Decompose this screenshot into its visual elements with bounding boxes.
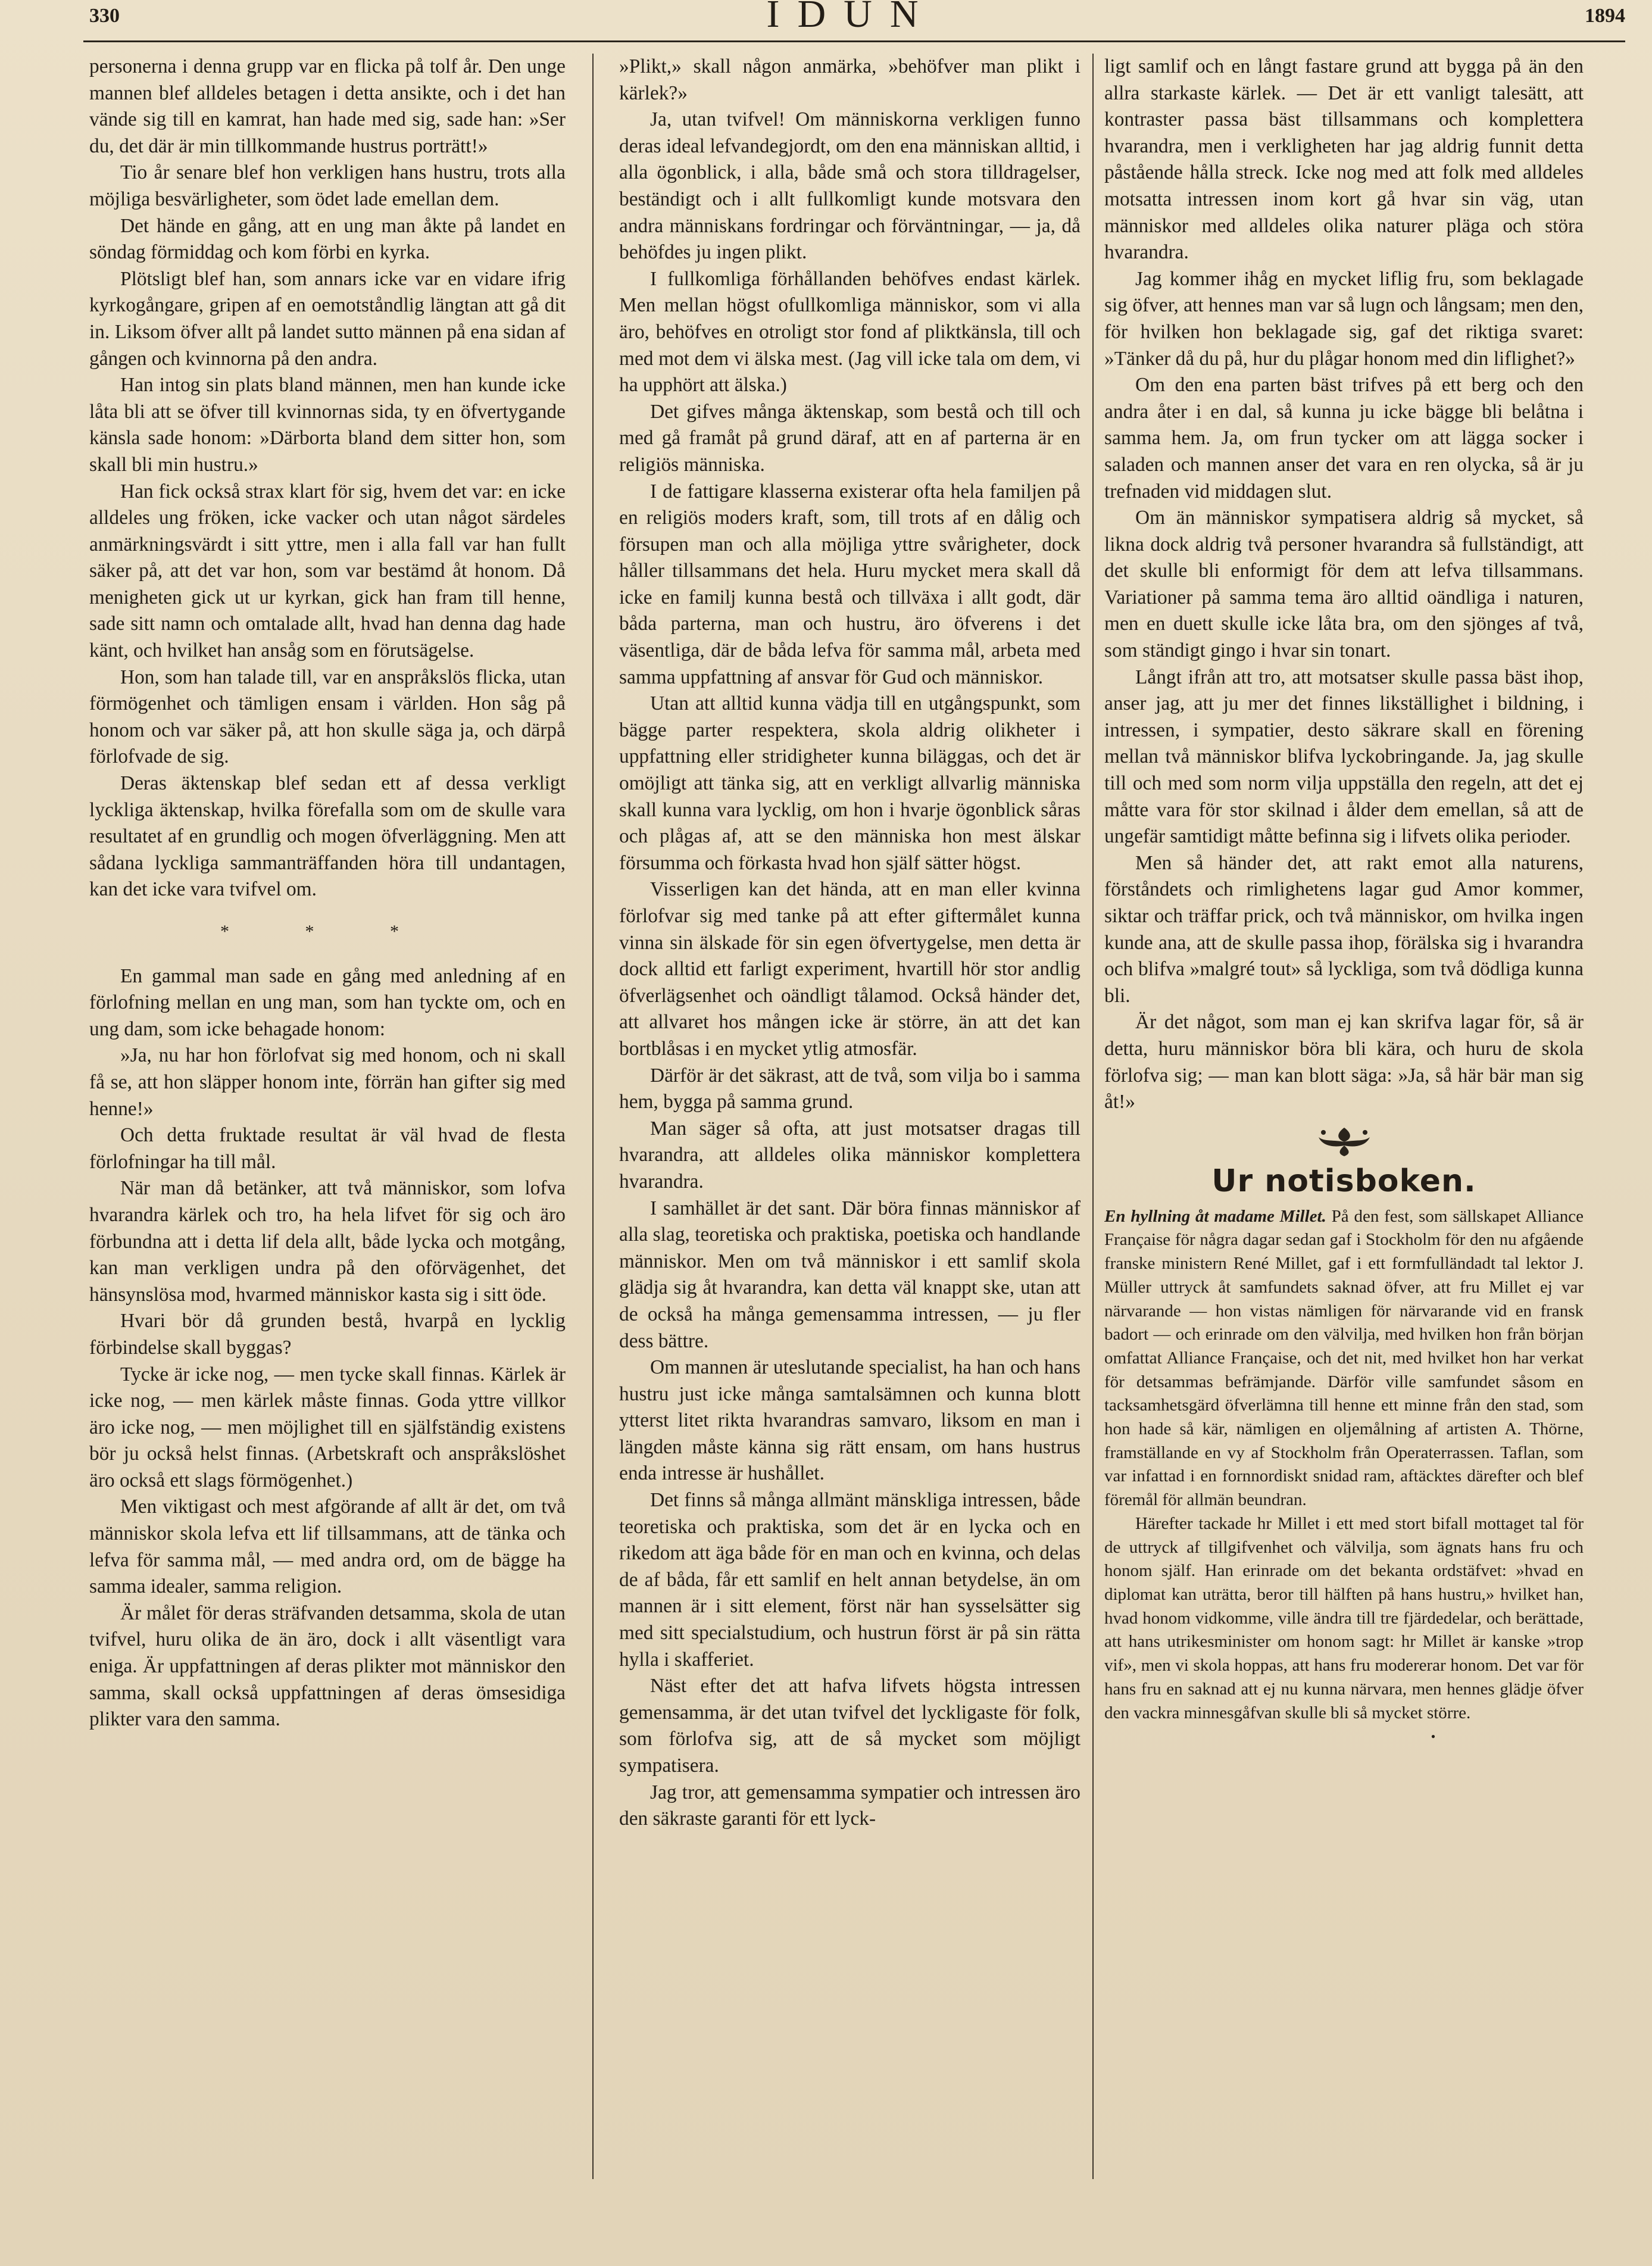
paragraph: När man då betänker, att två människor, som lofva hvarandra kärlek och tro, ha hela lifvet för sig och äro förbundna att i detta lif dela allt, både lycka och motgång, kan man verkligen undra på den oförvägenhet, det hänsynslösa mod, hvarmed människor kasta sig i sitt öde. — [89, 1177, 566, 1306]
paragraph: Visserligen kan det hända, att en man eller kvinna förlofvar sig med tanke på att efter giftermålet kunna vinna sin älskade för sin egen öfvertygelse, men detta är dock alltid ett farligt experiment, hvartill hör stor andlig öfverlägsenhet och oändligt tålamod. Också händer det, att allvaret hos mången icke är större, än att det kan bortblåsas i en mycket ytlig atmosfär. — [619, 878, 1080, 1060]
paragraph: Är målet för deras sträfvanden detsamma, skola de utan tvifvel, huru olika de än äro, dock i allt väsentligt vara eniga. Är uppfattningen af deras plikter mot människor den samma, skall också uppfattningen af deras ömsesidiga plikter vara den samma. — [89, 1602, 566, 1731]
paragraph: I fullkomliga förhållanden behöfves endast kärlek. Men mellan högst ofullkomliga människor, som vi alla äro, behöfves en otroligt stor fond af pliktkänsla, till och med mot dem vi älska mest. (Jag vill icke tala om dem, vi ha upphört att älska.) — [619, 267, 1080, 397]
paragraph: »Plikt,» skall någon anmärka, »behöfver man plikt i kärlek?» — [619, 55, 1080, 104]
paragraph: Tio år senare blef hon verkligen hans hustru, trots alla möjliga besvärligheter, som ödet lade emellan dem. — [89, 161, 566, 210]
paragraph: I de fattigare klasserna existerar ofta hela familjen på en religiös moders kraft, som, till trots af en dålig och försupen man och alla möjliga yttre svårigheter, dock håller tillsammans det hela. Huru mycket mera skall då icke en familj kunna bestå och tillväxa i allt godt, där båda parterna, man och hustru, äro öfverens i det väsentliga, där de båda lefva för samma mål, arbeta med samma uppfattning af ansvar för Gud och människor. — [619, 480, 1080, 688]
paragraph: Det hände en gång, att en ung man åkte på landet en söndag förmiddag och kom förbi en kyrka. — [89, 214, 566, 264]
paragraph: Och detta fruktade resultat är väl hvad de flesta förlofningar ha till mål. — [89, 1124, 566, 1173]
ornament-icon — [1104, 1124, 1584, 1160]
paragraph: Är det något, som man ej kan skrifva lagar för, så är detta, huru människor böra bli kära, och huru de skola förlofva sig; — man kan blott säga: »Ja, så här bär man sig åt!» — [1104, 1011, 1584, 1113]
paragraph: Om mannen är uteslutande specialist, ha han och hans hustru just icke många samtalsämnen och kunna blott ytterst litet rikta hvarandras samvaro, liksom en man i längden måste känna sig rätt ensam, om hans hustrus enda intresse är hushållet. — [619, 1356, 1080, 1485]
page-number: 330 — [89, 5, 120, 27]
paragraph: Jag tror, att gemensamma sympatier och intressen äro den säkraste garanti för ett lyck- — [619, 1781, 1080, 1830]
paragraph: Deras äktenskap blef sedan ett af dessa verkligt lyckliga äktenskap, hvilka förefalla som om de skulle vara resultatet af en grundlig och mogen öfverläggning. Men att sådana lyckliga sammanträffanden höra till undantagen, kan det icke vara tvifvel om. — [89, 772, 566, 901]
paragraph: Hvari bör då grunden bestå, hvarpå en lycklig förbindelse skall byggas? — [89, 1310, 566, 1359]
paragraph: ligt samlif och en långt fastare grund att bygga på än den allra starkaste kärlek. — Det är ett vanligt talesätt, att kontraster passa bäst tillsammans och komplettera hvarandra, men i verkligheten har jag aldrig funnit detta påstående hålla streck. Icke nog med att folk med alldeles motsatta intressen inom kort gå hvar sin väg, utan människor med alldeles olika naturer pläga och störa hvarandra. — [1104, 55, 1584, 264]
paragraph: personerna i denna grupp var en flicka på tolf år. Den unge mannen blef alldeles betagen i detta ansikte, och i det han vände sig till en kamrat, han hade med sig, sade han: »Ser du, det där är min tillkommande hustrus porträtt!» — [89, 55, 566, 157]
paragraph: Jag kommer ihåg en mycket liflig fru, som beklagade sig öfver, att hennes man var så lugn och långsam; men den, för hvilken hon beklagade sig, gaf det riktiga svaret: »Tänker då du på, hur du plågar honom med din liflighet?» — [1104, 267, 1584, 370]
paragraph: Det finns så många allmänt mänskliga intressen, både teoretiska och praktiska, som det är en lycka och en rikedom att äga både för en man och en kvinna, och delas de af båda, får ett samlif en helt annan betydelse, än om mannen är i sitt element, först när han sysselsätter sig med sitt specialstudium, och hustrun först är på sin rätta hylla i skafferiet. — [619, 1489, 1080, 1671]
paragraph: En gammal man sade en gång med anledning af en förlofning mellan en ung man, som han tyckte om, och en ung dam, som icke behagade honom: — [89, 965, 566, 1040]
page-header — [77, 0, 1625, 37]
column-3 — [1104, 54, 1584, 2173]
column-1 — [89, 54, 566, 2173]
paragraph: Men så händer det, att rakt emot alla naturens, förståndets och rimlighetens lagar gud Amor kommer, siktar och träffar prick, och två människor, om hvilka ingen kunde ana, att de skulle passa ihop, förälska sig i hvarandra och blifva »malgré tout» så lyckliga, som två dödliga kunna bli. — [1104, 851, 1584, 1007]
notis-section — [1104, 1205, 1584, 1749]
masthead-title: IDUN — [766, 0, 936, 36]
paragraph: Han fick också strax klart för sig, hvem det var: en icke alldeles ung fröken, icke vacker och utan något särdeles anmärkningsvärdt i sitt yttre, men i alla fall var han fullt säker på, att det var hon, som var bestämd åt honom. Då menigheten gick ut ur kyrkan, gick han fram till henne, sade sitt namn och omtalade allt, hvad han denna dag hade känt, och hvilket han ansåg som en förutsägelse. — [89, 480, 566, 662]
paragraph: Därför är det säkrast, att de två, som vilja bo i samma hem, bygga på samma grund. — [619, 1064, 1080, 1113]
paragraph: Näst efter det att hafva lifvets högsta intressen gemensamma, är det utan tvifvel det lyckligaste för folk, som förlofva sig, att de så mycket som möjligt sympatisera. — [619, 1675, 1080, 1777]
paragraph: Det gifves många äktenskap, som bestå och till och med gå framåt på grund däraf, att en af parterna är en religiös människa. — [619, 400, 1080, 476]
header-rule — [83, 40, 1625, 42]
section-separator: * * * — [220, 922, 435, 941]
column-divider — [592, 54, 594, 2179]
column-divider — [1092, 54, 1094, 2179]
paragraph: Man säger så ofta, att just motsatser dragas till hvarandra, att alldeles olika människor komplettera hvarandra. — [619, 1117, 1080, 1193]
paragraph: Hon, som han talade till, var en anspråkslös flicka, utan förmögenhet och tämligen ensam i världen. Hon såg på honom och var säker på, att hon skulle säga ja, och därpå förlofvade de sig. — [89, 666, 566, 768]
paragraph: På den fest, som sällskapet Alliance Française för några dagar sedan gaf i Stockholm för den nu afgående franske ministern René Millet, gaf i ett formfulländadt tal lektor J. Müller uttryck åt samfundets saknad öfver, att fru Millet ej var närvarande — hon vistas nämligen för närvarande vid en fransk badort — och erinrade om den välvilja, med hvilken hon från början omfattat Alliance Française, och det nit, med hvilket hon har verkat för detsammas befrämjande. Därför ville samfundet såsom en tacksamhetsgärd öfverlämna till henne ett minne från den stad, som hon hade så kär, nämligen en oljemålning af artisten A. Thörne, framställande en vy af Stockholm från Operaterrassen. Taflan, som var infattad i en fornnordiskt snidad ram, aftäcktes därefter och blef föremål för allmän beundran. — [1104, 1206, 1584, 1510]
section-heading: Ur notisboken. — [1211, 1163, 1476, 1199]
paragraph: Utan att alltid kunna vädja till en utgångspunkt, som bägge parter respektera, skola aldrig olikheter i uppfattning eller stridigheter kunna biläggas, och det är omöjligt att tänka sig, att en verkligt allvarlig människa skall kunna vara lycklig, om hon i hvarje ögonblick såras och plågas af, att se den människa hon mest älskar försumma och förkasta hvad hon själf sätter högst. — [619, 692, 1080, 874]
year-label: 1894 — [1585, 5, 1625, 27]
paragraph: Men viktigast och mest afgörande af allt är det, om två människor skola lefva ett lif tillsammans, att de tänka och lefva för samma mål, — med andra ord, om de bägge ha samma idealer, samma religion. — [89, 1496, 566, 1598]
paragraph: Plötsligt blef han, som annars icke var en vidare ifrig kyrkogångare, gripen af en oemotståndlig längtan att gå dit in. Liksom öfver allt på landet sutto männen på ena sidan af gången och kvinnorna på den andra. — [89, 267, 566, 370]
paragraph: Om den ena parten bäst trifves på ett berg och den andra åter i en dal, så kunna ju icke bägge bli belåtna i samma hem. Ja, om frun tycker om att lägga socker i saladen och mannen anser det vara en ren olycka, så är ju trefnaden vid middagen slut. — [1104, 374, 1584, 502]
column-2 — [619, 54, 1080, 2173]
paragraph: »Ja, nu har hon förlofvat sig med honom, och ni skall få se, att hon släpper honom inte, förrän han gifter sig med henne!» — [89, 1044, 566, 1120]
paragraph: Om än människor sympatisera aldrig så mycket, så likna dock aldrig två personer hvarandra så fullständigt, att det skulle bli enformigt för dem att lefva tillsammans. Variationer på samma tema äro alltid oändliga i naturen, men en duett skulle icke låta bra, om den sjönges af två, som ständigt gingo i hvar sin tonart. — [1104, 507, 1584, 662]
paragraph: Han intog sin plats bland männen, men han kunde icke låta bli att se öfver till kvinnornas sida, ty en öfvertygande känsla sade honom: »Därborta bland dem sitter hon, som skall bli min hustru.» — [89, 374, 566, 476]
paragraph: Härefter tackade hr Millet i ett med stort bifall mottaget tal för de uttryck af tillgifvenhet och välvilja, som ägnats hans fru och honom själf. Han erinrade om det bekanta ordstäfvet: »hvad en diplomat kan uträtta, beror till hälften på hans hustru,» hvilket han, hvad honom vidkomme, ville ändra till tre fjärdedelar, och berättade, att hans utrikesminister om honom sagt: hr Millet är kanske »trop vif», men vi skola hoppas, att hans fru modererar honom. Det var för hans fru en saknad att ej nu kunna närvara, men hennes glädje öfver den vackra minnesgåfvan skulle bli så mycket större. — [1104, 1513, 1584, 1722]
notis-subtitle: En hyllning åt madame Millet. — [1104, 1206, 1326, 1226]
paragraph: I samhället är det sant. Där böra finnas människor af alla slag, teoretiska och praktiska, poetiska och handlande människor. Men om två människor i ett samlif skola glädja sig åt hvarandra, kan detta väl knappt ske, utan att de också ha många gemensamma intressen, — ju fler dess bättre. — [619, 1197, 1080, 1352]
paragraph: Ja, utan tvifvel! Om människorna verkligen funno deras ideal lefvandegjordt, om den ena människan alltid, i alla ögonblick, i alla, både små och stora tilldragelser, beständigt och i allt fullkomligt kunde motsvara den andra människans fordringar och förväntningar, — ja, då behöfdes ju ingen plikt. — [619, 108, 1080, 264]
paragraph: Långt ifrån att tro, att motsatser skulle passa bäst ihop, anser jag, att ju mer det finnes likställighet i bildning, i intressen, i sympatier, desto säkrare skall en förening mellan två människor blifva lyckobringande. Ja, jag skulle till och med som norm vilja uppställa den regeln, att det ej måtte vara för stor skilnad i ålder dem emellan, så att de ungefär samtidigt måtte befinna sig i lifvets olika perioder. — [1104, 666, 1584, 848]
end-bullet: • — [1431, 1729, 1436, 1744]
paragraph: Tycke är icke nog, — men tycke skall finnas. Kärlek är icke nog, — men kärlek måste finnas. Goda yttre villkor äro icke nog, — men möjlighet till en själfständig existens bör ju också helst finnas. (Arbetskraft och anspråkslöshet äro också ett slags förmögenhet.) — [89, 1363, 566, 1491]
